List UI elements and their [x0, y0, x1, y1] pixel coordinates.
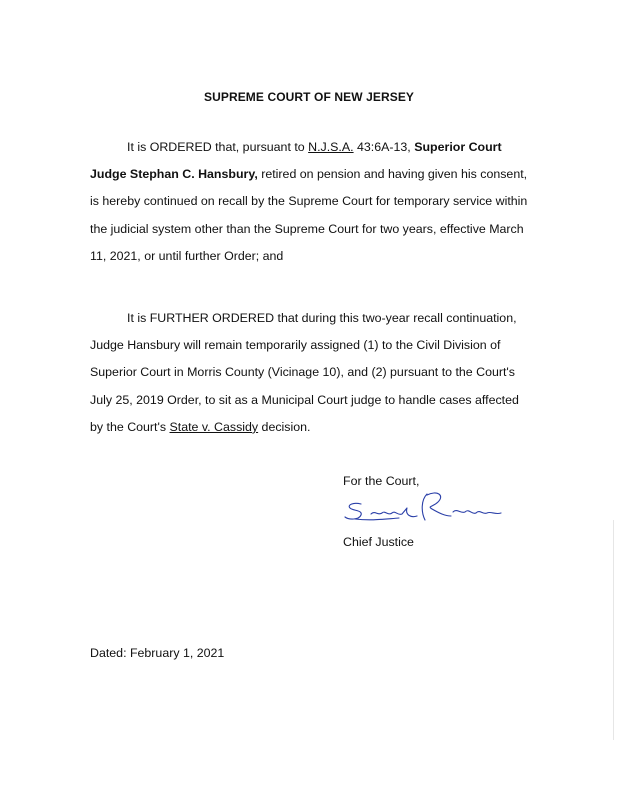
order-paragraph-1	[90, 134, 530, 270]
scan-edge-mark	[613, 520, 614, 740]
p2-text-2: decision.	[258, 419, 311, 434]
for-the-court-label: For the Court,	[343, 474, 420, 488]
judge-name: Superior Court Judge Stephan C. Hansbury,	[90, 140, 502, 182]
handwritten-signature	[341, 488, 511, 524]
p1-text-2: 43:6A-13,	[353, 140, 415, 154]
p1-text-3: retired on pension and having given his consent, is hereby continued on recall by the Supreme Court for temporary service within the judicial system other than the Supreme Court for two years, effective March 11, 2021, or until further Order; and	[90, 167, 528, 263]
p2-text-1: It is FURTHER ORDERED that during this two-year recall continuation, Judge Hansbury will remain temporarily assigned (1) to the Civil Division of Superior Court in Morris County (Vicinage 10), and (2) pursuant to the Court's July 25, 2019 Order, to sit as a Municipal Court judge to handle cases affected by the Court's	[90, 311, 519, 434]
order-paragraph-2	[90, 305, 530, 441]
case-citation: State v. Cassidy	[169, 419, 259, 434]
p1-text-1: It is ORDERED that, pursuant to	[127, 140, 309, 154]
statute-citation: N.J.S.A.	[308, 140, 354, 154]
chief-justice-title: Chief Justice	[343, 535, 414, 549]
document-heading: SUPREME COURT OF NEW JERSEY	[203, 90, 415, 104]
date-line: Dated: February 1, 2021	[90, 646, 225, 660]
